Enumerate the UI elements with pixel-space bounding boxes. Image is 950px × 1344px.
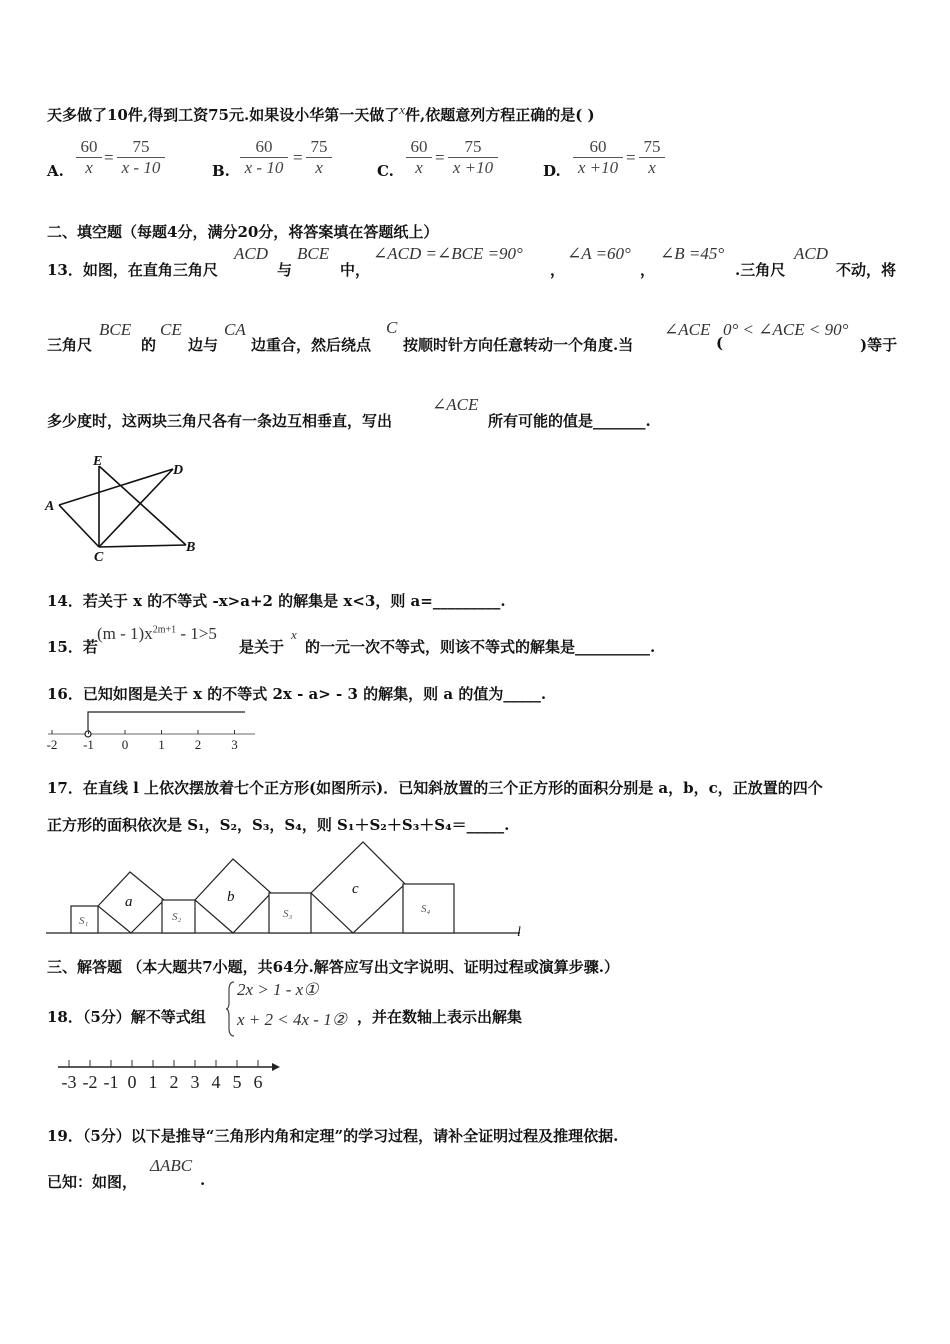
option-c-label: C. <box>377 162 394 180</box>
q12-line <box>47 102 595 125</box>
tick-label: -2 <box>82 1072 98 1092</box>
brace-path <box>226 982 234 1036</box>
q13-range: 0° < ∠ACE < 90° <box>723 320 849 339</box>
q18-inequality-2: x + 2 < 4x - 1② <box>237 1010 347 1029</box>
label-d: D <box>173 463 184 478</box>
option-a-equals: = <box>104 148 114 167</box>
tick-label: 0 <box>127 1072 137 1092</box>
q13-l2-b: 的 <box>141 336 157 354</box>
q13-bce-2: BCE <box>99 320 132 339</box>
q18-inequality-1: 2x > 1 - x① <box>237 980 319 999</box>
label-b: B <box>186 540 196 555</box>
q13-zhong: 中， <box>340 261 371 279</box>
tick-label: 5 <box>232 1072 242 1092</box>
q13-comma-2: ， <box>640 261 656 279</box>
q13-triangle-figure <box>40 450 210 565</box>
q18-number-line <box>50 1054 290 1094</box>
tick-label: -2 <box>46 737 58 752</box>
option-a-left-fraction: $\frac{60}{x}$ <box>76 137 102 178</box>
q17-line-1: 17．在直线 l 上依次摆放着七个正方形(如图所示)．已知斜放置的三个正方形的面积分别是 a，b，c，正放置的四个 <box>47 779 823 797</box>
q13-ace: ∠ACE <box>664 320 711 339</box>
q13-comma-1: ， <box>550 261 566 279</box>
q16-number-line <box>40 706 255 752</box>
q13-l2-d: 边重合，然后绕点 <box>251 336 372 354</box>
label-l: l <box>517 925 521 940</box>
label-e: E <box>93 454 103 469</box>
q12-var-x: x <box>399 102 405 117</box>
tick-label: 3 <box>231 737 238 752</box>
q19-text: 19．（5分）以下是推导“三角形内角和定理”的学习过程，请补全证明过程及推理依据. <box>47 1127 619 1145</box>
q16-tick-group <box>47 730 238 752</box>
q13-point-c: C <box>386 318 398 337</box>
q13-l2-a: 三角尺 <box>47 336 93 354</box>
q16-text: 16．已知如图是关于 x 的不等式 2x - a> - 3 的解集，则 a 的值为_____. <box>47 685 547 703</box>
q18-suffix: ，并在数轴上表示出解集 <box>357 1008 523 1026</box>
q13-l2-e: 按顺时针方向任意转动一个角度.当 <box>403 336 634 354</box>
option-b-left-fraction: $\frac{60}{x - 10}$ <box>240 137 288 178</box>
option-a-right-fraction: $\frac{75}{x - 10}$ <box>117 137 165 178</box>
q13-paren-open: ( <box>716 334 724 352</box>
label-s3: S₃ <box>283 908 293 920</box>
q19-given: 已知：如图， <box>47 1173 138 1191</box>
label-c: c <box>352 881 359 897</box>
tick-label: -1 <box>103 1072 119 1092</box>
tick-label: 1 <box>148 1072 158 1092</box>
option-b-equals: = <box>293 148 303 167</box>
tick-label: -3 <box>61 1072 77 1092</box>
q13-l3-b: 所有可能的值是_______. <box>488 412 651 430</box>
tick-label: 2 <box>169 1072 179 1092</box>
q13-eq1: ∠ACD =∠BCE =90° <box>373 244 523 263</box>
option-a-label: A. <box>47 162 64 180</box>
label-s1: S₁ <box>79 915 89 927</box>
q13-text-3: 不动，将 <box>836 261 897 279</box>
q18-brace <box>226 980 236 1038</box>
tick-label: 3 <box>190 1072 200 1092</box>
q13-text-1: 13．如图，在直角三角尺 <box>47 261 218 279</box>
q13-text-2: .三角尺 <box>735 261 786 279</box>
option-c-right-fraction: $\frac{75}{x +10}$ <box>448 137 498 178</box>
tick-label: -1 <box>83 737 94 752</box>
edge-cb <box>99 545 186 547</box>
tick-label: 2 <box>194 737 202 752</box>
q15-text-b: 是关于 <box>239 638 285 656</box>
q13-eq3: ∠B =45° <box>660 244 725 263</box>
q13-yu: 与 <box>277 261 293 279</box>
q17-line-2: 正方形的面积依次是 S₁，S₂，S₃，S₄，则 S₁＋S₂＋S₃＋S₄＝_____. <box>47 816 510 834</box>
tick-label: 6 <box>253 1072 263 1092</box>
q13-eq2: ∠A =60° <box>567 244 631 263</box>
edge-ac <box>59 505 99 547</box>
q13-ca: CA <box>224 320 246 339</box>
q13-l3-a: 多少度时，这两块三角尺各有一条边互相垂直，写出 <box>47 412 393 430</box>
q13-ce: CE <box>160 320 182 339</box>
q15-text-a: 15．若 <box>47 638 98 656</box>
q13-ace-2: ∠ACE <box>432 395 479 414</box>
q15-text-c: 的一元一次不等式，则该不等式的解集是__________. <box>305 638 656 656</box>
q13-acd-2: ACD <box>794 244 828 263</box>
q13-bce: BCE <box>297 244 330 263</box>
q19-triangle-abc: ΔABC <box>150 1156 193 1175</box>
q15-var-x: x <box>291 627 297 642</box>
label-a: a <box>125 894 133 910</box>
q13-l2-c: 边与 <box>188 336 219 354</box>
option-d-right-fraction: $\frac{75}{x}$ <box>639 137 665 178</box>
q18-prefix: 18．（5分）解不等式组 <box>47 1008 206 1026</box>
q13-paren-close: )等于 <box>860 336 898 354</box>
option-d-left-fraction: $\frac{60}{x +10}$ <box>573 137 623 178</box>
option-c-left-fraction: $\frac{60}{x}$ <box>406 137 432 178</box>
q12-text-b: 件,依题意列方程正确的是( ) <box>404 106 595 124</box>
option-c-equals: = <box>435 148 445 167</box>
q14-text: 14．若关于 x 的不等式 -x>a+2 的解集是 x<3，则 a=_________. <box>47 592 506 610</box>
tick-label: 0 <box>121 737 129 752</box>
label-a: A <box>45 499 55 514</box>
option-b-right-fraction: $\frac{75}{x}$ <box>306 137 332 178</box>
section-2-heading: 二、填空题（每题4分，满分20分，将答案填在答题纸上） <box>47 223 439 241</box>
option-b-label: B. <box>212 162 230 180</box>
label-s2: S₂ <box>172 911 182 923</box>
label-c: C <box>94 550 104 565</box>
solution-ray <box>88 712 245 730</box>
q17-squares-figure <box>40 838 540 940</box>
option-d-equals: = <box>626 148 636 167</box>
tick-label: 1 <box>158 737 165 752</box>
option-d-label: D. <box>543 162 561 180</box>
tick-label: 4 <box>211 1072 221 1092</box>
q12-text-a: 天多做了10件,得到工资75元.如果设小华第一天做了 <box>47 106 400 124</box>
q19-end: . <box>200 1171 206 1189</box>
q15-expr: $(m - 1)x^{2m+1} - 1>5$ <box>97 624 217 643</box>
axis-arrow <box>272 1063 280 1071</box>
q13-acd: ACD <box>234 244 268 263</box>
q18-tick-group <box>62 1060 263 1092</box>
label-b: b <box>227 889 235 905</box>
section-3-heading: 三、解答题 （本大题共7小题，共64分.解答应写出文字说明、证明过程或演算步骤.） <box>47 958 619 976</box>
label-s4: S₄ <box>421 903 431 915</box>
